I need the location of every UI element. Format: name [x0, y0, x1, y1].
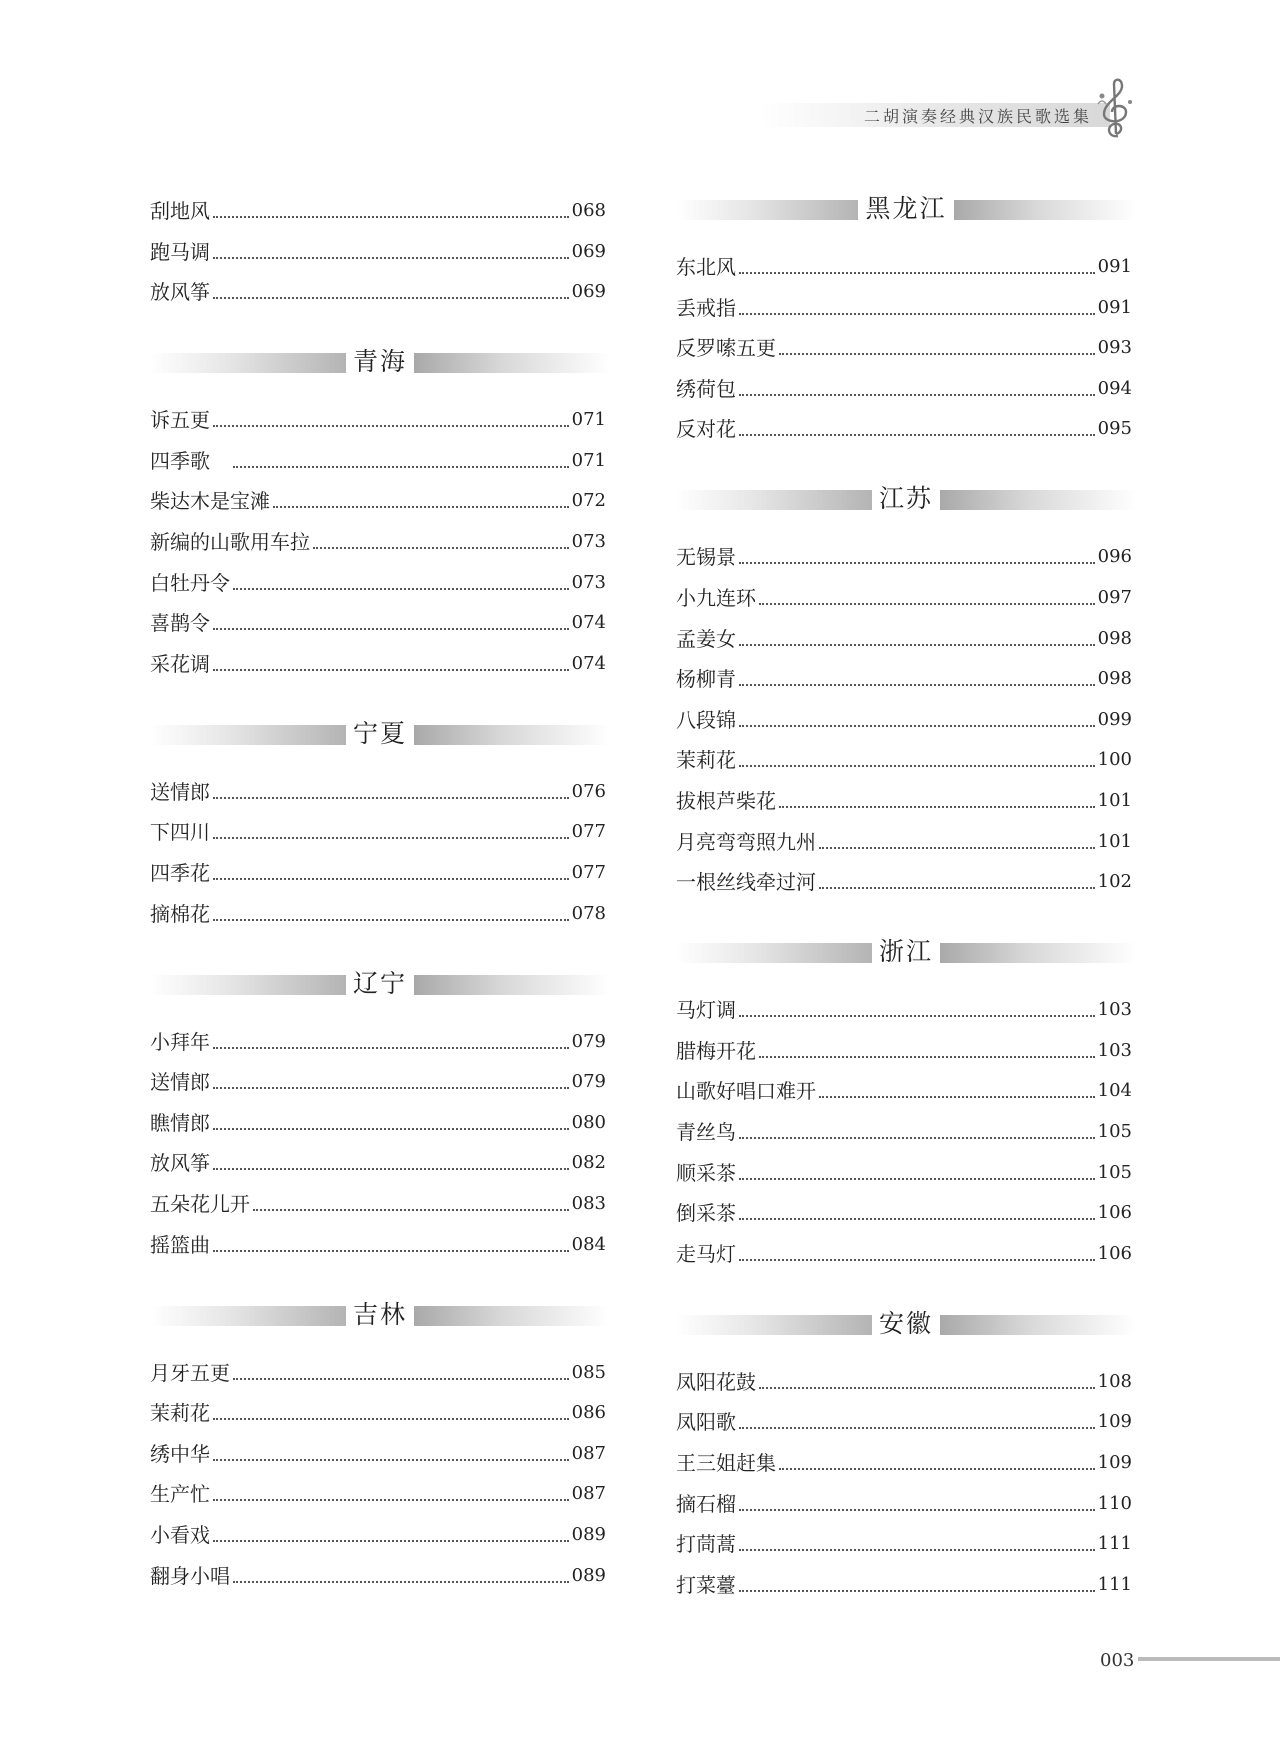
toc-entry-title: 下四川: [150, 820, 210, 845]
toc-entry-title: 新编的山歌用车拉: [150, 530, 310, 554]
dot-leader: [739, 1508, 1095, 1511]
toc-entry-page: 069: [571, 281, 606, 303]
dot-leader: [213, 1167, 569, 1170]
dot-leader: [233, 1580, 569, 1583]
section-bar-left: [676, 943, 872, 963]
dot-leader: [739, 683, 1095, 686]
dot-leader: [213, 296, 569, 299]
section-title: 黑龙江: [865, 194, 947, 223]
toc-entry[interactable]: [150, 275, 606, 305]
toc-entry-title: 采花调: [150, 651, 210, 676]
section-header: [150, 719, 610, 749]
toc-entry-page: 086: [571, 1402, 606, 1424]
toc-entry[interactable]: [676, 581, 1132, 611]
toc-entry-title: 顺采茶: [676, 1160, 736, 1185]
toc-entry[interactable]: [676, 993, 1132, 1023]
dot-leader: [739, 724, 1095, 727]
toc-entry-title: 四季花: [150, 861, 210, 885]
toc-entry[interactable]: [676, 622, 1132, 652]
dot-leader: [213, 1417, 569, 1420]
toc-entry[interactable]: [676, 540, 1132, 570]
dot-leader: [819, 886, 1095, 889]
section-header: [150, 347, 610, 377]
toc-entry-title: 小九连环: [676, 586, 756, 610]
dot-leader: [739, 271, 1095, 274]
toc-entry[interactable]: [150, 525, 606, 555]
dot-leader: [213, 796, 569, 799]
dot-leader: [213, 1127, 569, 1130]
toc-entry[interactable]: [150, 815, 606, 845]
toc-entry[interactable]: [676, 825, 1132, 855]
toc-entry-page: 111: [1097, 1533, 1132, 1555]
toc-entry-page: 094: [1097, 377, 1132, 399]
toc-entry-page: 100: [1097, 749, 1132, 771]
section-title: 吉林: [352, 1299, 407, 1329]
toc-entry-page: 085: [571, 1361, 606, 1383]
toc-entry-title: 瞧情郎: [150, 1110, 210, 1135]
dot-leader: [213, 1458, 569, 1461]
section-bar-right: [940, 490, 1136, 510]
dot-leader: [739, 1258, 1095, 1261]
toc-entry-title: 喜鹊令: [150, 611, 210, 636]
toc-entry-title: 青丝鸟: [676, 1120, 736, 1144]
toc-entry-page: 084: [571, 1233, 606, 1255]
dot-leader: [213, 1086, 569, 1089]
section-bar-left: [676, 1315, 872, 1335]
section-header: [150, 1300, 610, 1330]
toc-entry[interactable]: [676, 1365, 1132, 1395]
toc-entry-page: 089: [571, 1524, 606, 1545]
toc-entry[interactable]: [676, 412, 1132, 442]
dot-leader: [213, 836, 569, 839]
toc-entry-title: 放风筝: [150, 280, 210, 305]
toc-entry-title: 刮地风: [150, 199, 210, 223]
toc-entry-page: 105: [1097, 1161, 1132, 1183]
toc-entry-page: 104: [1097, 1080, 1132, 1102]
toc-entry-title: 山歌好唱口难开: [676, 1079, 816, 1104]
dot-leader: [739, 561, 1095, 564]
toc-entry-page: 074: [571, 612, 606, 634]
dot-leader: [739, 1589, 1095, 1592]
toc-entry[interactable]: [150, 1146, 606, 1176]
dot-leader: [739, 1217, 1095, 1220]
toc-entry-page: 097: [1097, 587, 1132, 608]
toc-entry[interactable]: [150, 1437, 606, 1467]
toc-entry-page: 077: [571, 821, 606, 843]
toc-entry-title: 五朵花儿开: [150, 1192, 250, 1216]
toc-entry[interactable]: [150, 1065, 606, 1095]
toc-entry-title: 绣荷包: [676, 376, 736, 401]
toc-entry-title: 打菜薹: [676, 1572, 736, 1597]
toc-entry[interactable]: [150, 1396, 606, 1426]
toc-entry[interactable]: [676, 331, 1132, 361]
dot-leader: [819, 846, 1095, 849]
toc-entry[interactable]: [676, 784, 1132, 814]
toc-entry[interactable]: [676, 1034, 1132, 1064]
toc-entry-title: 马灯调: [676, 998, 736, 1023]
toc-entry-page: 110: [1097, 1492, 1132, 1514]
dot-leader: [233, 1377, 569, 1380]
toc-entry-page: 109: [1097, 1411, 1132, 1433]
section-bar-left: [676, 200, 858, 220]
toc-entry-title: 翻身小唱: [150, 1563, 230, 1588]
toc-entry[interactable]: [150, 1187, 606, 1217]
book-title: 二胡演奏经典汉族民歌选集: [863, 107, 1092, 126]
dot-leader: [739, 393, 1095, 396]
section-bar-right: [414, 975, 610, 995]
toc-entry-title: 八段锦: [676, 707, 736, 732]
toc-entry-page: 111: [1097, 1573, 1132, 1595]
section-bar-left: [150, 725, 346, 745]
dot-leader: [739, 764, 1095, 767]
section-bar-left: [676, 490, 872, 510]
toc-entry[interactable]: [150, 897, 606, 927]
dot-leader: [739, 433, 1095, 436]
dot-leader: [213, 627, 569, 630]
toc-entry[interactable]: [676, 703, 1132, 733]
dot-leader: [213, 668, 569, 671]
section-title: 安徽: [878, 1308, 933, 1338]
dot-leader: [233, 587, 569, 590]
section-bar-right: [414, 353, 610, 373]
toc-entry-title: 拔根芦柴花: [676, 789, 776, 813]
toc-entry-page: 079: [571, 1030, 606, 1052]
toc-entry-page: 091: [1097, 256, 1132, 277]
toc-entry-title: 摘石榴: [676, 1491, 736, 1516]
dot-leader: [273, 505, 569, 508]
toc-entry-title: 走马灯: [676, 1241, 736, 1266]
toc-entry-title: 生产忙: [150, 1482, 210, 1507]
toc-entry-page: 098: [1097, 668, 1132, 690]
dot-leader: [213, 1249, 569, 1252]
section-bar-right: [954, 200, 1136, 220]
dot-leader: [233, 465, 569, 468]
toc-entry-page: 074: [571, 652, 606, 674]
toc-entry[interactable]: [150, 1356, 606, 1386]
toc-entry-title: 丢戒指: [676, 295, 736, 320]
footer-rule: [1138, 1657, 1280, 1661]
toc-entry-page: 093: [1097, 337, 1132, 359]
section-header: [676, 484, 1136, 514]
toc-entry[interactable]: [150, 194, 606, 224]
toc-entry-page: 073: [571, 571, 606, 593]
toc-entry-title: 小拜年: [150, 1029, 210, 1054]
toc-entry[interactable]: [676, 1568, 1132, 1598]
toc-entry-page: 095: [1097, 418, 1132, 440]
toc-entry-page: 089: [571, 1564, 606, 1586]
toc-entry[interactable]: [676, 291, 1132, 321]
toc-entry-title: 诉五更: [150, 408, 210, 433]
dot-leader: [739, 643, 1095, 646]
dot-leader: [739, 1177, 1095, 1180]
toc-entry-page: 106: [1097, 1242, 1132, 1264]
toc-entry[interactable]: [150, 1477, 606, 1507]
toc-entry-title: 一根丝线牵过河: [676, 870, 816, 895]
toc-entry[interactable]: [150, 484, 606, 514]
dot-leader: [213, 424, 569, 427]
section-bar-left: [150, 353, 346, 373]
toc-entry[interactable]: [676, 1487, 1132, 1517]
dot-leader: [213, 215, 569, 218]
toc-entry-page: 106: [1097, 1202, 1132, 1224]
dot-leader: [759, 1386, 1095, 1389]
section-bar-left: [150, 1306, 346, 1326]
toc-entry-title: 摘棉花: [150, 901, 210, 926]
toc-entry-title: 杨柳青: [676, 667, 736, 692]
toc-entry[interactable]: [150, 775, 606, 805]
toc-entry-title: 跑马调: [150, 239, 210, 264]
toc-entry[interactable]: [150, 235, 606, 265]
toc-entry[interactable]: [676, 865, 1132, 895]
toc-entry[interactable]: [150, 403, 606, 433]
toc-entry-page: 102: [1097, 871, 1132, 893]
toc-entry[interactable]: [676, 1405, 1132, 1435]
toc-entry-page: 082: [571, 1152, 606, 1174]
toc-entry-page: 098: [1097, 627, 1132, 649]
toc-entry-title: 四季歌: [150, 448, 230, 473]
toc-entry-title: 摇篮曲: [150, 1232, 210, 1257]
toc-entry[interactable]: [150, 606, 606, 636]
dot-leader: [253, 1208, 569, 1211]
toc-entry-title: 茉莉花: [150, 1401, 210, 1426]
toc-entry[interactable]: [676, 743, 1132, 773]
toc-entry-title: 王三姐赶集: [676, 1451, 776, 1475]
toc-entry-page: 077: [571, 862, 606, 883]
section-header: [676, 937, 1136, 967]
dot-leader: [739, 1014, 1095, 1017]
toc-entry-title: 凤阳歌: [676, 1410, 736, 1435]
dot-leader: [739, 1136, 1095, 1139]
toc-entry-page: 071: [571, 449, 606, 471]
toc-entry-title: 打茼蒿: [676, 1532, 736, 1557]
toc-entry-title: 茉莉花: [676, 748, 736, 773]
toc-entry-title: 倒采茶: [676, 1201, 736, 1226]
toc-entry-page: 109: [1097, 1452, 1132, 1473]
toc-entry-title: 月亮弯弯照九州: [676, 829, 816, 854]
toc-entry-page: 080: [571, 1111, 606, 1133]
toc-entry-page: 087: [571, 1442, 606, 1464]
toc-entry-page: 101: [1097, 830, 1132, 852]
toc-entry-title: 东北风: [676, 255, 736, 279]
toc-entry-page: 096: [1097, 546, 1132, 568]
toc-entry-page: 073: [571, 531, 606, 552]
toc-entry[interactable]: [676, 1115, 1132, 1145]
toc-entry-page: 071: [571, 409, 606, 431]
toc-entry[interactable]: [150, 856, 606, 886]
toc-entry-title: 腊梅开花: [676, 1038, 756, 1063]
toc-entry[interactable]: [676, 662, 1132, 692]
dot-leader: [213, 1539, 569, 1542]
toc-entry[interactable]: [676, 1074, 1132, 1104]
section-header: [676, 1309, 1136, 1339]
toc-entry-title: 送情郎: [150, 1070, 210, 1095]
section-title: 青海: [352, 347, 407, 377]
dot-leader: [213, 877, 569, 880]
toc-entry-title: 柴达木是宝滩: [150, 489, 270, 514]
toc-entry-title: 凤阳花鼓: [676, 1369, 756, 1394]
dot-leader: [759, 1055, 1095, 1058]
toc-entry[interactable]: [150, 1228, 606, 1258]
dot-leader: [213, 1498, 569, 1501]
toc-entry-title: 小看戏: [150, 1523, 210, 1547]
section-title: 辽宁: [352, 968, 407, 998]
section-title: 宁夏: [352, 718, 407, 748]
toc-entry[interactable]: [676, 1196, 1132, 1226]
toc-entry-title: 送情郎: [150, 779, 210, 804]
toc-entry-page: 076: [571, 780, 606, 802]
section-title: 江苏: [878, 484, 933, 514]
dot-leader: [739, 1426, 1095, 1429]
treble-clef-icon: [1096, 76, 1136, 142]
toc-entry-page: 105: [1097, 1121, 1132, 1142]
toc-entry[interactable]: [150, 566, 606, 596]
toc-entry-page: 079: [571, 1071, 606, 1093]
section-bar-right: [940, 943, 1136, 963]
toc-entry[interactable]: [150, 1106, 606, 1136]
dot-leader: [213, 1046, 569, 1049]
toc-entry-title: 无锡景: [676, 545, 736, 570]
toc-entry-page: 072: [571, 490, 606, 512]
toc-entry-title: 月牙五更: [150, 1360, 230, 1385]
section-bar-left: [150, 975, 346, 995]
section-header: [150, 969, 610, 999]
page-number: 003: [1100, 1650, 1135, 1671]
section-header: [676, 194, 1136, 224]
toc-entry[interactable]: [676, 1237, 1132, 1267]
toc-entry-page: 101: [1097, 790, 1132, 811]
dot-leader: [213, 918, 569, 921]
toc-entry[interactable]: [676, 250, 1132, 280]
toc-entry[interactable]: [150, 1025, 606, 1055]
dot-leader: [779, 805, 1095, 808]
toc-entry-title: 白牡丹令: [150, 570, 230, 595]
toc-entry[interactable]: [676, 1446, 1132, 1476]
dot-leader: [313, 546, 569, 549]
toc-entry-title: 反罗嗦五更: [676, 336, 776, 361]
section-bar-right: [940, 1315, 1136, 1335]
toc-entry-page: 091: [1097, 296, 1132, 318]
dot-leader: [739, 312, 1095, 315]
dot-leader: [739, 1548, 1095, 1551]
dot-leader: [759, 602, 1095, 605]
section-bar-right: [414, 1306, 610, 1326]
toc-entry-page: 087: [571, 1483, 606, 1505]
toc-entry[interactable]: [150, 1518, 606, 1548]
section-title: 浙江: [878, 937, 933, 967]
dot-leader: [213, 256, 569, 259]
toc-entry-page: 069: [571, 240, 606, 262]
toc-entry-title: 绣中华: [150, 1441, 210, 1466]
toc-entry-page: 099: [1097, 708, 1132, 730]
toc-entry[interactable]: [676, 372, 1132, 402]
toc-entry[interactable]: [150, 444, 606, 474]
section-bar-right: [414, 725, 610, 745]
toc-entry-page: 103: [1097, 999, 1132, 1021]
toc-entry[interactable]: [150, 1559, 606, 1589]
toc-entry[interactable]: [150, 647, 606, 677]
toc-entry-page: 103: [1097, 1039, 1132, 1061]
toc-entry-title: 放风筝: [150, 1151, 210, 1176]
dot-leader: [819, 1095, 1095, 1098]
dot-leader: [779, 1467, 1095, 1470]
dot-leader: [779, 352, 1095, 355]
toc-entry-title: 反对花: [676, 417, 736, 442]
toc-entry-page: 083: [571, 1193, 606, 1214]
toc-entry-page: 068: [571, 200, 606, 221]
toc-entry-title: 孟姜女: [676, 626, 736, 651]
toc-entry-page: 108: [1097, 1370, 1132, 1392]
toc-entry[interactable]: [676, 1156, 1132, 1186]
toc-entry[interactable]: [676, 1527, 1132, 1557]
toc-entry-page: 078: [571, 902, 606, 924]
